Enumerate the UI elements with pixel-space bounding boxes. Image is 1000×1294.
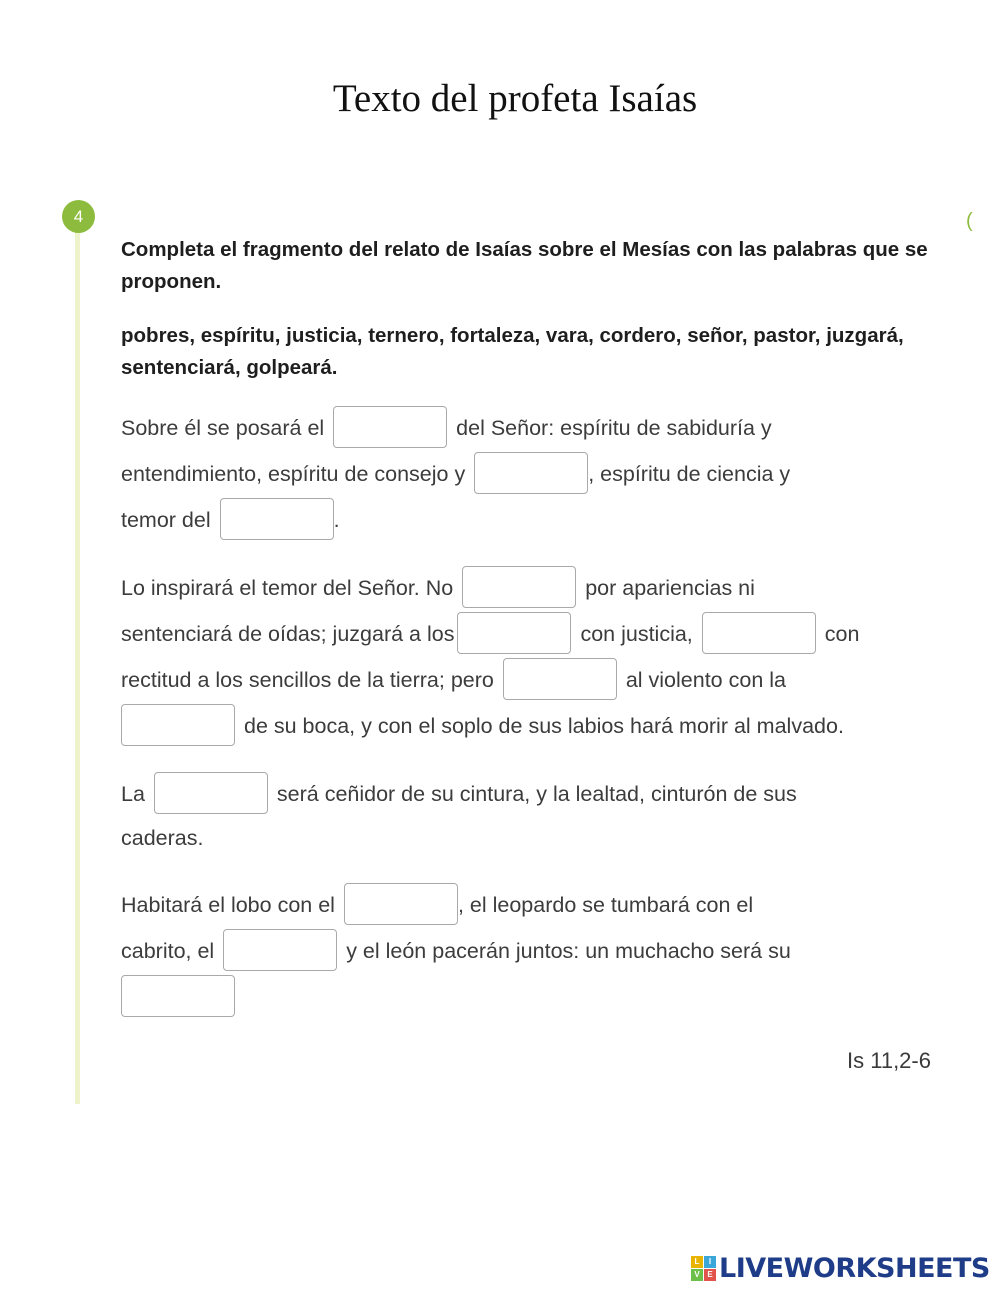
answer-blank-7[interactable] bbox=[503, 658, 617, 700]
text-segment: Lo inspirará el temor del Señor. No bbox=[121, 576, 454, 600]
text-segment: , el leopardo se tumbará con el bbox=[457, 893, 754, 917]
exercise-number-badge: 4 bbox=[62, 200, 95, 233]
answer-blank-5[interactable] bbox=[457, 612, 571, 654]
text-segment: será ceñidor de su cintura, y la lealtad, cinturón de sus bbox=[276, 782, 797, 806]
text-segment: entendimiento, espíritu de consejo y bbox=[121, 462, 466, 486]
logo-letter: V bbox=[691, 1269, 703, 1281]
text-segment: temor del bbox=[121, 508, 211, 532]
corner-mark: ( bbox=[966, 210, 973, 232]
text-segment: Sobre él se posará el bbox=[121, 416, 325, 440]
text-segment: rectitud a los sencillos de la tierra; pero bbox=[121, 668, 494, 692]
logo-letter: I bbox=[704, 1256, 716, 1268]
text-segment: de su boca, y con el soplo de sus labios hará morir al malvado. bbox=[243, 714, 844, 738]
exercise-content bbox=[121, 234, 931, 1020]
text-segment: Habitará el lobo con el bbox=[121, 893, 335, 917]
liveworksheets-logo-icon bbox=[691, 1256, 716, 1281]
word-bank: pobres, espíritu, justicia, ternero, fortaleza, vara, cordero, señor, pastor, juzgará, sentenciará, golpeará. bbox=[121, 324, 904, 379]
paragraph-4 bbox=[121, 882, 931, 1020]
text-segment: La bbox=[121, 782, 145, 806]
brand-name: LIVEWORKSHEETS bbox=[719, 1252, 990, 1284]
text-segment: . bbox=[333, 508, 340, 532]
text-segment: caderas. bbox=[121, 826, 204, 850]
answer-blank-4[interactable] bbox=[462, 566, 576, 608]
logo-letter: E bbox=[704, 1269, 716, 1281]
answer-blank-12[interactable] bbox=[121, 975, 235, 1017]
answer-blank-8[interactable] bbox=[121, 704, 235, 746]
paragraph-1 bbox=[121, 405, 931, 543]
page-title: Texto del profeta Isaías bbox=[332, 77, 698, 120]
answer-blank-3[interactable] bbox=[220, 498, 334, 540]
answer-blank-10[interactable] bbox=[344, 883, 458, 925]
text-segment: del Señor: espíritu de sabiduría y bbox=[456, 416, 772, 440]
answer-blank-11[interactable] bbox=[223, 929, 337, 971]
paragraph-2 bbox=[121, 565, 931, 749]
text-segment: y el león pacerán juntos: un muchacho será su bbox=[346, 939, 791, 963]
text-segment: con justicia, bbox=[580, 622, 693, 646]
text-segment: por apariencias ni bbox=[585, 576, 755, 600]
paragraph-3 bbox=[121, 771, 931, 859]
liveworksheets-logo bbox=[691, 1251, 990, 1285]
text-segment: sentenciará de oídas; juzgará a los bbox=[121, 622, 455, 646]
answer-blank-6[interactable] bbox=[702, 612, 816, 654]
answer-blank-9[interactable] bbox=[154, 772, 268, 814]
text-segment: , espíritu de ciencia y bbox=[588, 462, 791, 486]
exercise-side-line bbox=[75, 228, 80, 1104]
answer-blank-1[interactable] bbox=[333, 406, 447, 448]
text-segment: con bbox=[824, 622, 860, 646]
text-segment: al violento con la bbox=[625, 668, 786, 692]
logo-letter: L bbox=[691, 1256, 703, 1268]
instruction-text: Completa el fragmento del relato de Isaías sobre el Mesías con las palabras que se proponen. bbox=[121, 238, 928, 293]
bible-reference: Is 11,2-6 bbox=[847, 1048, 931, 1073]
answer-blank-2[interactable] bbox=[474, 452, 588, 494]
text-segment: cabrito, el bbox=[121, 939, 215, 963]
